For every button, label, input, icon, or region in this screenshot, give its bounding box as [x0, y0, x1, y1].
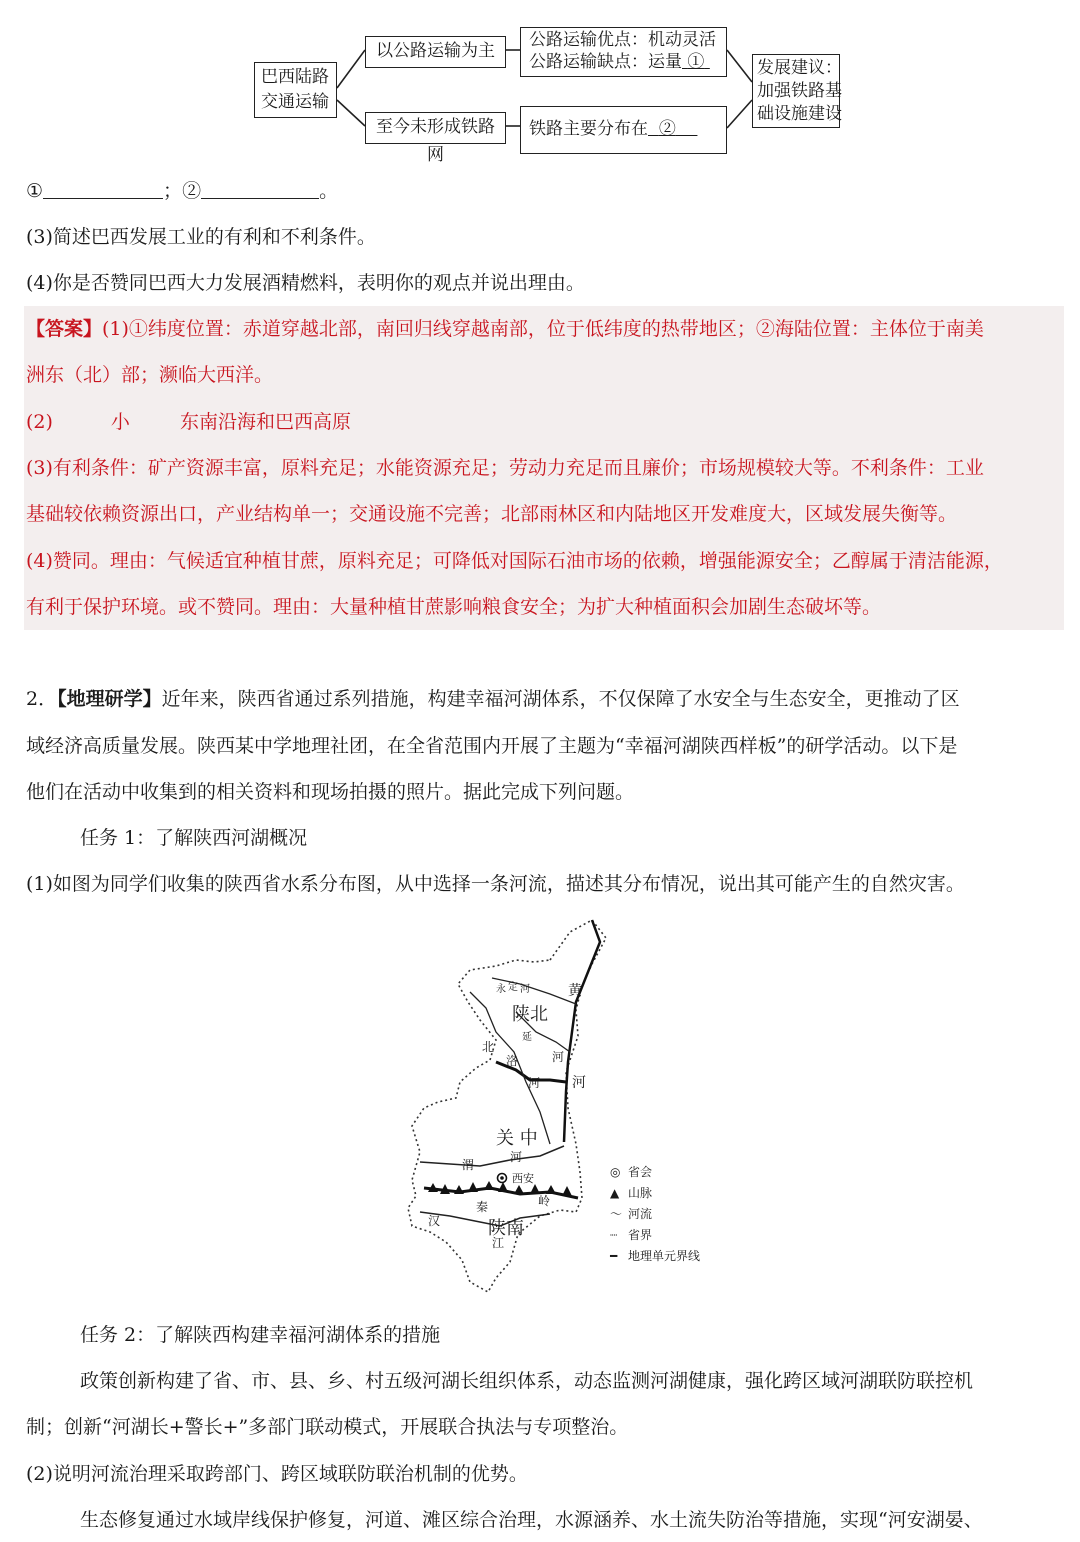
blank-1-label: ①	[26, 180, 44, 202]
label-wei-1: 渭	[462, 1158, 475, 1172]
label-han-2: 江	[492, 1236, 505, 1250]
label-wei-2: 河	[510, 1150, 523, 1164]
answer-1-line-1: 【答案】(1)①纬度位置：赤道穿越北部，南回归线穿越南部，位于低纬度的热带地区；②海陆位置：主体位于南美	[26, 318, 984, 340]
wei-river	[420, 1146, 564, 1166]
answer-4-line-1: (4)赞同。理由：气候适宜种植甘蔗，原料充足；可降低对国际石油市场的依赖，增强能源安全；乙醇属于清洁能源，	[26, 550, 1003, 572]
separator: ；	[163, 180, 183, 202]
task-2-title: 任务 2：了解陕西构建幸福河湖体系的措施	[80, 1324, 441, 1346]
label-qinling-1: 秦	[476, 1200, 489, 1214]
mountain-icon: ▲	[610, 1186, 620, 1200]
region-guanzhong: 关 中	[496, 1128, 538, 1149]
flowchart-root: 巴西陆路 交通运输	[254, 62, 337, 118]
blank-1-marker: ①	[687, 52, 705, 72]
policy-line-1: 政策创新构建了省、市、县、乡、村五级河湖长组织体系，动态监测河湖健康，强化跨区域河湖联防联控机	[80, 1370, 974, 1392]
q2-intro-line-1: 2．【地理研学】近年来，陕西省通过系列措施，构建幸福河湖体系，不仅保障了水安全与生态安全，更推动了区	[26, 688, 960, 710]
fill-in-line	[26, 178, 338, 204]
blank-2-marker: ②	[658, 119, 676, 139]
legend-unit-border: ━ 地理单元界线	[610, 1246, 700, 1267]
label-yongding-1: 永	[496, 984, 506, 995]
highway-advantage: 公路运输优点：机动灵活	[529, 30, 716, 50]
region-shaanbei: 陕北	[512, 1004, 548, 1025]
blank-2-label: ②	[182, 180, 202, 202]
label-yongding-2: 定	[508, 982, 518, 993]
label-han-1: 汉	[428, 1214, 441, 1228]
label-yan-1: 延	[522, 1032, 532, 1043]
label-yongding-3: 河	[520, 984, 530, 995]
capital-icon: ◎	[610, 1165, 621, 1179]
q2-sub-question-2: (2)说明河流治理采取跨部门、跨区域联防联治机制的优势。	[26, 1463, 528, 1485]
label-huang-2: 河	[572, 1075, 586, 1091]
yellow-river	[564, 920, 600, 1142]
dotted-line-icon: ┈	[610, 1228, 618, 1242]
region-shaannan: 陕南	[488, 1218, 524, 1239]
q2-intro-line-3: 他们在活动中收集到的相关资料和现场拍摄的照片。据此完成下列问题。	[26, 781, 635, 803]
qinling-mountains	[428, 1181, 572, 1196]
label-yan-2: 河	[552, 1050, 565, 1064]
flowchart-branch-top: 以公路运输为主	[365, 36, 506, 68]
label-xian: 西安	[512, 1172, 534, 1185]
policy-line-2: 制；创新“河湖长+警长+”多部门联动模式，开展联合执法与专项整治。	[26, 1416, 629, 1438]
label-beiluo-1: 北	[482, 1040, 495, 1054]
map-legend	[610, 1162, 700, 1267]
rail-distribution-text: 铁路主要分布在	[529, 119, 648, 139]
label-huang-1: 黄	[568, 983, 582, 999]
question-4: (4)你是否赞同巴西大力发展酒精燃料，表明你的观点并说出理由。	[26, 272, 585, 294]
answer-3-line-1: (3)有利条件：矿产资源丰富，原料充足；水能资源充足；劳动力充足而且廉价；市场规模较大等。不利条件：工业	[26, 457, 984, 479]
flowchart-suggestion: 发展建议： 加强铁路基 础设施建设	[752, 54, 840, 128]
answer-2: (2) 小 东南沿海和巴西高原	[26, 411, 351, 433]
blank-1-field[interactable]	[43, 178, 163, 199]
highway-disadvantage	[529, 51, 718, 73]
eco-restoration-line: 生态修复通过水域岸线保护修复，河道、滩区综合治理，水源涵养、水土流失防治等措施，实现“河安湖晏、	[80, 1509, 983, 1531]
flowchart-highway-box	[520, 27, 727, 77]
q2-sub-question-1: (1)如图为同学们收集的陕西省水系分布图，从中选择一条河流，描述其分布情况，说出其可能产生的自然灾害。	[26, 873, 965, 895]
legend-river: 〜 河流	[610, 1204, 700, 1225]
label-beiluo-3: 河	[528, 1076, 541, 1090]
river-icon: 〜	[610, 1207, 623, 1221]
answer-label: 【答案】	[26, 318, 103, 340]
answer-4-line-2: 有利于保护环境。或不赞同。理由：大量种植甘蔗影响粮食安全；为扩大种植面积会加剧生态破坏等。	[26, 596, 882, 618]
flowchart-rail-box	[520, 106, 727, 154]
flowchart-branch-bottom: 至今未形成铁路网	[365, 112, 506, 144]
answer-1-line-2: 洲东（北）部；濒临大西洋。	[26, 364, 274, 386]
answer-2-blank-2: 东南沿海和巴西高原	[179, 411, 351, 433]
q2-tag: 【地理研学】	[57, 688, 162, 710]
legend-capital: ◎ 省会	[610, 1162, 700, 1183]
question-3: (3)简述巴西发展工业的有利和不利条件。	[26, 226, 376, 248]
highway-disadvantage-text: 公路运输缺点：运量	[529, 52, 682, 72]
q2-number: 2．	[26, 688, 58, 710]
line-end: 。	[319, 180, 339, 202]
answer-2-blank-1: 小	[110, 411, 130, 433]
answer-3-line-2: 基础较依赖资源出口，产业结构单一；交通设施不完善；北部雨林区和内陆地区开发难度大，区域发展失衡等。	[26, 503, 958, 525]
label-qinling-2: 岭	[538, 1194, 551, 1208]
blank-2-field[interactable]	[201, 178, 319, 199]
task-1-title: 任务 1：了解陕西河湖概况	[80, 827, 308, 849]
label-beiluo-2: 洛	[506, 1054, 519, 1068]
q2-intro-line-2: 域经济高质量发展。陕西某中学地理社团，在全省范围内开展了主题为“幸福河湖陕西样板”的研学活动。以下是	[26, 735, 958, 757]
thick-line-icon: ━	[610, 1249, 618, 1263]
legend-province-border: ┈ 省界	[610, 1225, 700, 1246]
legend-mountain: ▲ 山脉	[610, 1183, 700, 1204]
